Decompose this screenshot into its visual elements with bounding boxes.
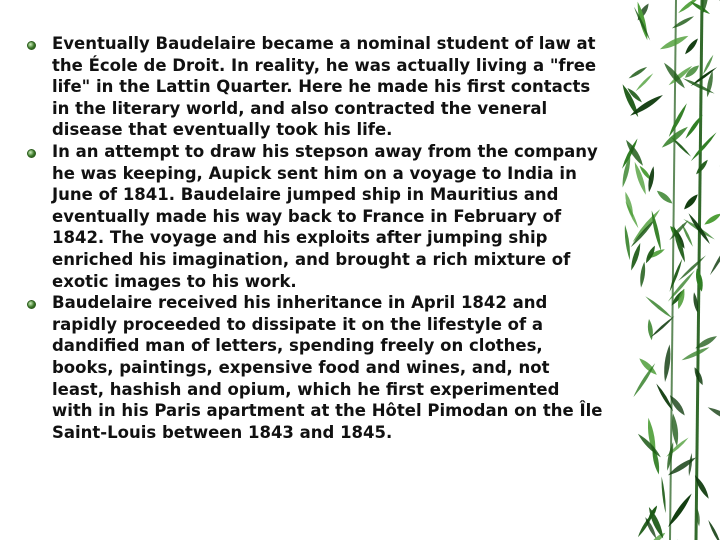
bamboo-leaf [647, 319, 654, 341]
bullet-icon [27, 149, 36, 158]
bamboo-leaf [694, 158, 709, 175]
bamboo-leaf [659, 33, 690, 52]
bamboo-leaf [655, 189, 674, 206]
bamboo-leaf [635, 72, 655, 92]
bamboo-leaf [707, 519, 720, 540]
bullet-text: Baudelaire received his inheritance in April 1842 and rapidly proceeded to dissipate it on the lifestyle of a dandified man of letters, spending freely on clothes, books, paintings, expensive food and wines, and, not least, hashish and opium, which he first experimented with in his Paris apartment at the Hôtel Pimodan on the Île Saint-Louis between 1843 and 1845. [52, 293, 603, 442]
bamboo-leaf [623, 224, 631, 260]
bamboo-leaf [632, 362, 657, 398]
bamboo-decoration [610, 0, 720, 540]
bamboo-leaf [644, 295, 674, 320]
bamboo-leaf [662, 344, 672, 382]
bamboo-leaf [677, 254, 707, 282]
bamboo-leaf [690, 131, 718, 162]
bullet-item [20, 292, 605, 443]
bamboo-leaf [681, 345, 711, 362]
bamboo-leaf [660, 476, 667, 513]
bullet-icon [27, 41, 36, 50]
bullet-text: Eventually Baudelaire became a nominal student of law at the École de Droit. In reality, he was actually living a "free life" in the Lattin Quarter. Here he made his first contacts in the literary world, and also contracted the veneral disease that eventually took his life. [52, 34, 597, 140]
bamboo-leaf [650, 210, 663, 251]
bamboo-leaf [689, 0, 711, 15]
bullet-item [20, 141, 605, 292]
bullet-list [20, 33, 605, 443]
bamboo-leaf [639, 261, 647, 288]
bamboo-leaf [703, 211, 720, 226]
bullet-icon [27, 300, 36, 309]
bamboo-leaf [671, 15, 695, 30]
bamboo-leaf [628, 65, 648, 80]
bamboo-leaf [647, 166, 656, 193]
bullet-item [20, 33, 605, 141]
bullet-text: In an attempt to draw his stepson away from the company he was keeping, Aupick sent him on a voyage to India in June of 1841. Baudelaire jumped ship in Mauritius and eventually made his way back to France in February of 1842. The voyage and his exploits after jumping ship enriched his imagination, and brought a rich mixture of exotic images to his work. [52, 141, 598, 291]
bamboo-leaf [629, 242, 643, 271]
bamboo-leaf [683, 37, 700, 56]
bamboo-leaf [709, 241, 720, 276]
bamboo-leaf [682, 192, 700, 211]
bamboo-leaf [706, 405, 720, 426]
